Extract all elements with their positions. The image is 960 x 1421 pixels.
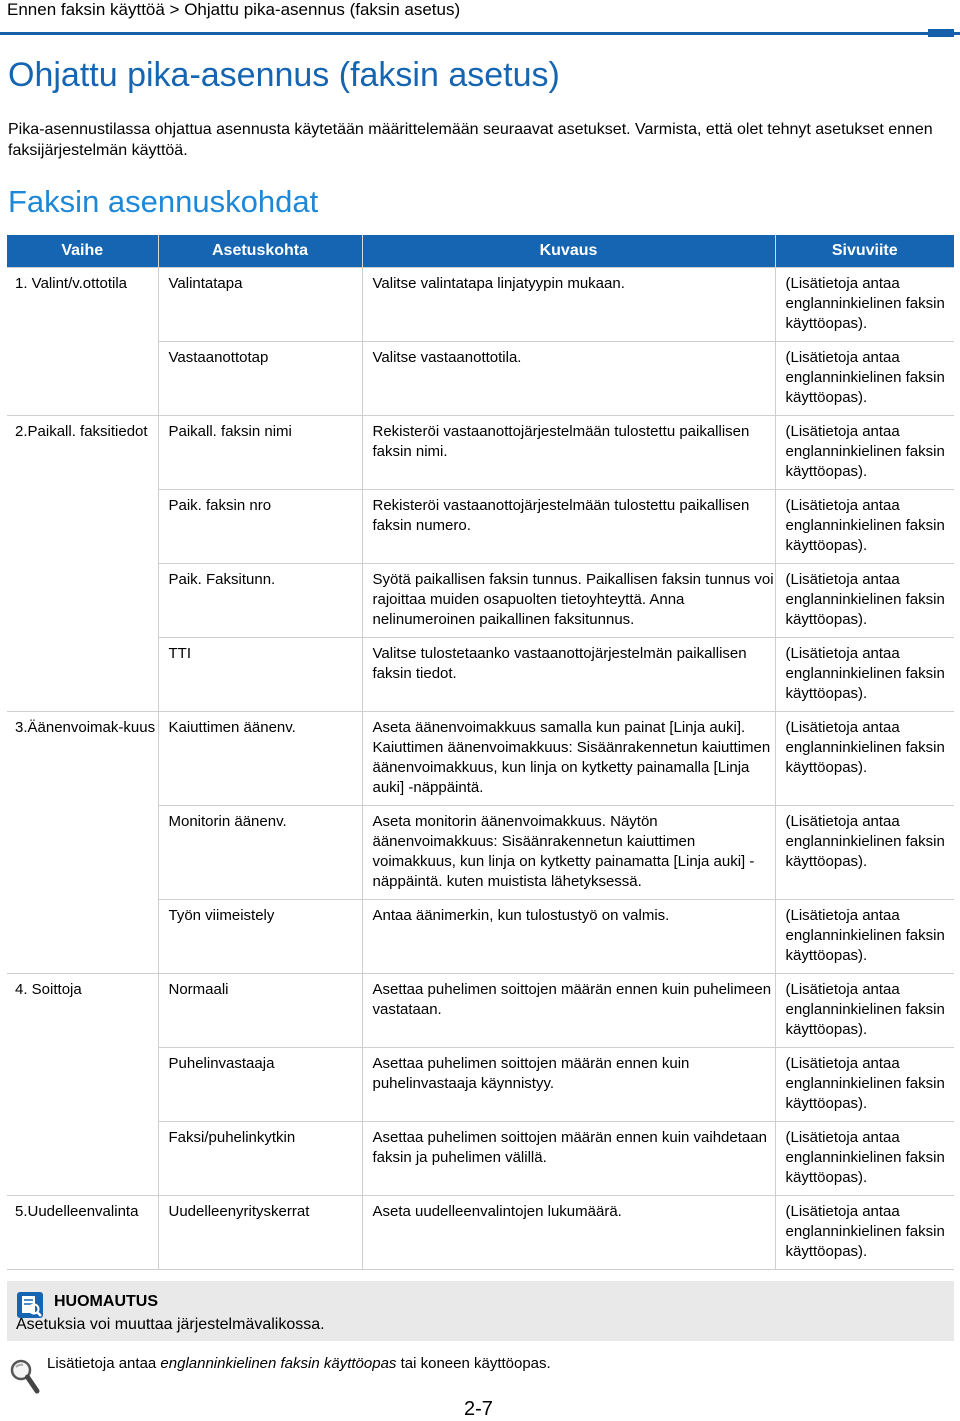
intro-paragraph: Pika-asennustilassa ohjattua asennusta käytetään määrittelemään seuraavat asetukset. Varmista, että olet tehnyt asetukset ennen faksijärjestelmän käyttöä. [8, 121, 933, 159]
setting-cell: Työn viimeistely [158, 900, 362, 974]
note-title: HUOMAUTUS [54, 1293, 158, 1310]
table-row [7, 268, 954, 342]
page-ref-cell: (Lisätietoja antaa englanninkielinen faksin käyttöopas). [775, 806, 954, 900]
setting-cell: Faksi/puhelinkytkin [158, 1122, 362, 1196]
setting-cell: Paik. faksin nro [158, 490, 362, 564]
note-box [7, 1281, 954, 1341]
reference-prefix: Lisätietoja antaa [47, 1355, 161, 1372]
description-cell: Rekisteröi vastaanottojärjestelmään tulostettu paikallisen faksin numero. [362, 490, 775, 564]
page-ref-cell: (Lisätietoja antaa englanninkielinen faksin käyttöopas). [775, 564, 954, 638]
setting-cell: Paik. Faksitunn. [158, 564, 362, 638]
note-text: Asetuksia voi muuttaa järjestelmävalikossa. [16, 1316, 325, 1333]
page-ref-cell: (Lisätietoja antaa englanninkielinen faksin käyttöopas). [775, 974, 954, 1048]
breadcrumb: Ennen faksin käyttöä > Ohjattu pika-asennus (faksin asetus) [7, 0, 461, 19]
step-cell: 3.Äänenvoimak-kuus [7, 712, 158, 974]
page-ref-cell: (Lisätietoja antaa englanninkielinen faksin käyttöopas). [775, 490, 954, 564]
description-cell: Valitse vastaanottotila. [362, 342, 775, 416]
description-cell: Valitse valintatapa linjatyypin mukaan. [362, 268, 775, 342]
table-row [7, 712, 954, 806]
note-icon [16, 1291, 44, 1319]
page-ref-cell: (Lisätietoja antaa englanninkielinen faksin käyttöopas). [775, 1048, 954, 1122]
page-ref-cell: (Lisätietoja antaa englanninkielinen faksin käyttöopas). [775, 1196, 954, 1270]
page-ref-cell: (Lisätietoja antaa englanninkielinen faksin käyttöopas). [775, 1122, 954, 1196]
description-cell: Antaa äänimerkin, kun tulostustyö on valmis. [362, 900, 775, 974]
reference-emphasis: englanninkielinen faksin käyttöopas [160, 1355, 397, 1372]
table-row [7, 974, 954, 1048]
step-cell: 4. Soittoja [7, 974, 158, 1196]
description-cell: Aseta uudelleenvalintojen lukumäärä. [362, 1196, 775, 1270]
table-row [7, 1196, 954, 1270]
page-ref-cell: (Lisätietoja antaa englanninkielinen faksin käyttöopas). [775, 712, 954, 806]
reference-suffix: tai koneen käyttöopas. [396, 1355, 551, 1372]
header-setting: Asetuskohta [158, 235, 362, 268]
description-cell: Asettaa puhelimen soittojen määrän ennen kuin vaihdetaan faksin ja puhelimen välillä. [362, 1122, 775, 1196]
description-cell: Aseta monitorin äänenvoimakkuus. Näytön äänenvoimakkuus: Sisäänrakennetun kaiuttimen voimakkuus, kun linja on kytketty painamatta [Linja auki] -näppäintä. kuten muistista lähetyksessä. [362, 806, 775, 900]
section-heading: Faksin asennuskohdat [8, 184, 319, 219]
setting-cell: Kaiuttimen äänenv. [158, 712, 362, 806]
page-title: Ohjattu pika-asennus (faksin asetus) [8, 56, 560, 94]
corner-mark [928, 29, 954, 37]
reference-text [47, 1355, 551, 1372]
magnifier-icon [8, 1357, 40, 1395]
header-step: Vaihe [7, 235, 158, 268]
header-page-ref: Sivuviite [775, 235, 954, 268]
page-ref-cell: (Lisätietoja antaa englanninkielinen faksin käyttöopas). [775, 638, 954, 712]
setting-cell: Vastaanottotap [158, 342, 362, 416]
page-ref-cell: (Lisätietoja antaa englanninkielinen faksin käyttöopas). [775, 416, 954, 490]
page-ref-cell: (Lisätietoja antaa englanninkielinen faksin käyttöopas). [775, 900, 954, 974]
setting-cell: Normaali [158, 974, 362, 1048]
step-cell: 5.Uudelleenvalinta [7, 1196, 158, 1270]
page-number: 2-7 [464, 1398, 493, 1420]
description-cell: Aseta äänenvoimakkuus samalla kun painat [Linja auki]. Kaiuttimen äänenvoimakkuus: Sisäänrakennetun kaiuttimen äänenvoimakkuus, kun linja on kytketty painamalla [Linja auki] -näppäintä. [362, 712, 775, 806]
setting-cell: Valintatapa [158, 268, 362, 342]
description-cell: Asettaa puhelimen soittojen määrän ennen kuin puhelinvastaaja käynnistyy. [362, 1048, 775, 1122]
setting-cell: Puhelinvastaaja [158, 1048, 362, 1122]
page-ref-cell: (Lisätietoja antaa englanninkielinen faksin käyttöopas). [775, 268, 954, 342]
step-cell: 1. Valint/v.ottotila [7, 268, 158, 416]
setting-cell: Paikall. faksin nimi [158, 416, 362, 490]
header-description: Kuvaus [362, 235, 775, 268]
fax-settings-table [7, 235, 954, 1270]
description-cell: Syötä paikallisen faksin tunnus. Paikallisen faksin tunnus voi rajoittaa muiden osapuolten tietoyhteyttä. Anna nelinumeroinen paikallinen faksitunnus. [362, 564, 775, 638]
setting-cell: TTI [158, 638, 362, 712]
description-cell: Valitse tulostetaanko vastaanottojärjestelmän paikallisen faksin tiedot. [362, 638, 775, 712]
description-cell: Asettaa puhelimen soittojen määrän ennen kuin puhelimeen vastataan. [362, 974, 775, 1048]
setting-cell: Uudelleenyrityskerrat [158, 1196, 362, 1270]
step-cell: 2.Paikall. faksitiedot [7, 416, 158, 712]
table-row [7, 416, 954, 490]
description-cell: Rekisteröi vastaanottojärjestelmään tulostettu paikallisen faksin nimi. [362, 416, 775, 490]
setting-cell: Monitorin äänenv. [158, 806, 362, 900]
table-header-row [7, 235, 954, 268]
page-ref-cell: (Lisätietoja antaa englanninkielinen faksin käyttöopas). [775, 342, 954, 416]
header-divider [0, 32, 960, 35]
